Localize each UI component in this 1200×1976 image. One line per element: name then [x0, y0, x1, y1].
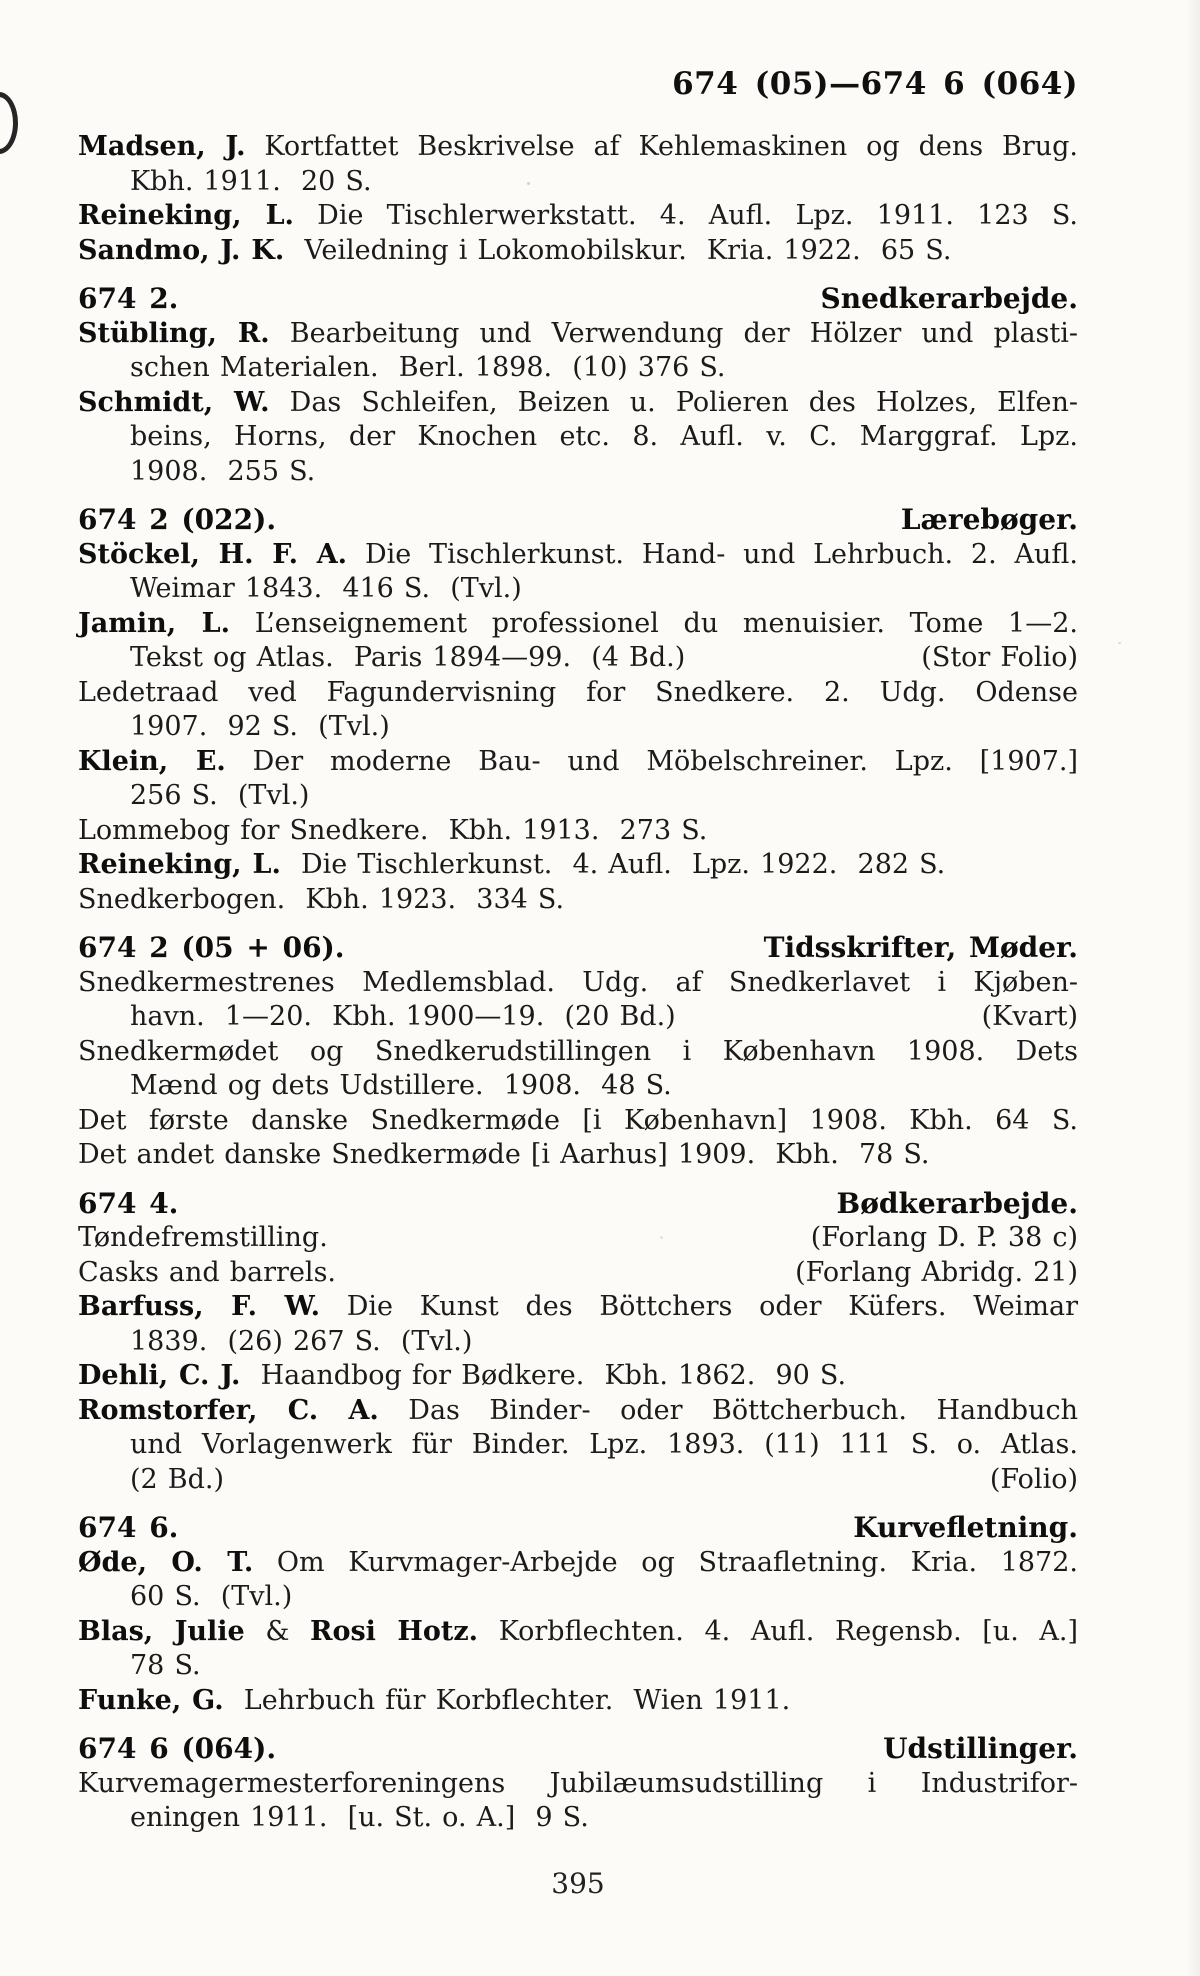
- text-run: L’enseignement professionel du menuisier. Tome 1—2.: [230, 607, 1078, 639]
- author-name: Madsen, J.: [78, 131, 246, 162]
- section-674-2-022-: [78, 503, 1078, 917]
- author-name: Rosi Hotz.: [310, 1615, 479, 1647]
- entry-line-text: [130, 1000, 676, 1035]
- entry-line: [78, 1000, 1078, 1035]
- entry-line: [78, 1325, 1078, 1360]
- text-run: und Vorlagenwerk für Binder. Lpz. 1893. (11) 111 S. o. Atlas.: [130, 1429, 1078, 1460]
- entry-line: [78, 386, 1078, 421]
- entry: [78, 1359, 1078, 1394]
- entry: [78, 234, 1078, 269]
- entry: [78, 814, 1078, 849]
- page-edge-shadow: [1186, 0, 1200, 1976]
- text-run: 1907. 92 S. (Tvl.): [130, 711, 390, 742]
- entry-line: [78, 710, 1078, 745]
- entry-line: [78, 420, 1078, 455]
- text-run: Snedkermødet og Snedkerudstillingen i København 1908. Dets: [78, 1035, 1078, 1067]
- text-run: Der moderne Bau- und Möbelschreiner. Lpz. [1907.]: [225, 745, 1078, 777]
- author-name: Øde, O. T.: [78, 1546, 254, 1578]
- entry: [78, 848, 1078, 883]
- entry: [78, 130, 1078, 199]
- entry-line: [78, 966, 1078, 1001]
- author-name: Sandmo, J. K.: [78, 234, 285, 266]
- right-note: (Folio): [989, 1463, 1078, 1495]
- text-run: Snedkermestrenes Medlemsblad. Udg. af Snedkerlavet i Kjøben-: [78, 966, 1078, 998]
- author-name: Schmidt, W.: [78, 386, 270, 418]
- entry: [78, 745, 1078, 814]
- entry-line: [78, 455, 1078, 490]
- entry: [78, 317, 1078, 386]
- entry-line: [78, 1290, 1078, 1325]
- entry: [78, 1221, 1078, 1256]
- right-note: (Forlang D. P. 38 c): [810, 1222, 1078, 1253]
- text-column: [78, 64, 1078, 1902]
- section-code: 674 6 (064).: [78, 1732, 277, 1765]
- text-run: Det andet danske Snedkermøde [i Aarhus] 1909. Kbh. 78 S.: [78, 1139, 930, 1170]
- scan-artifact: [0, 92, 18, 154]
- entry-line: [78, 538, 1078, 573]
- entry-line: [78, 165, 1078, 200]
- text-run: Haandbog for Bødkere. Kbh. 1862. 90 S.: [240, 1360, 847, 1391]
- entry-line: [78, 745, 1078, 780]
- text-run: Veiledning i Lokomobilskur. Kria. 1922. 65 S.: [284, 234, 952, 266]
- entry-line: [78, 1428, 1078, 1463]
- entry-line-text: [130, 641, 685, 676]
- entry: [78, 966, 1078, 1035]
- entry: [78, 607, 1078, 676]
- entry: [78, 1138, 1078, 1173]
- section-category: Lærebøger.: [900, 503, 1078, 536]
- entry: [78, 883, 1078, 918]
- entry-line: [78, 1767, 1078, 1802]
- entry-line: [78, 641, 1078, 676]
- entry-line: [78, 1684, 1078, 1719]
- entry-line: [78, 1546, 1078, 1581]
- author-name: Dehli, C. J.: [78, 1360, 241, 1391]
- text-run: Das Binder- oder Böttcherbuch. Handbuch: [378, 1394, 1078, 1426]
- page-number: 395: [551, 1866, 605, 1900]
- entry-line: [78, 317, 1078, 352]
- entry-line: [78, 1069, 1078, 1104]
- entry-line: [78, 779, 1078, 814]
- entry-line: [78, 814, 1078, 849]
- entry: [78, 676, 1078, 745]
- entry: [78, 1546, 1078, 1615]
- text-run: eningen 1911. [u. St. o. A.] 9 S.: [130, 1802, 589, 1833]
- entry-line-text: [130, 1463, 224, 1498]
- entry-line: [78, 1256, 1078, 1291]
- text-run: Korbflechten. 4. Aufl. Regensb. [u. A.]: [478, 1615, 1079, 1647]
- author-name: Romstorfer, C. A.: [78, 1394, 379, 1426]
- text-run: Om Kurvmager-Arbejde og Straafletning. Kria. 1872.: [253, 1546, 1078, 1578]
- section-heading: [78, 1187, 1078, 1222]
- text-run: 60 S. (Tvl.): [130, 1581, 293, 1612]
- entry-line: [78, 1801, 1078, 1836]
- entry: [78, 1104, 1078, 1139]
- section-674-6-064-: [78, 1732, 1078, 1836]
- text-run: Die Kunst des Böttchers oder Küfers. Weimar: [320, 1291, 1079, 1322]
- author-name: Funke, G.: [78, 1684, 224, 1716]
- text-run: Die Tischlerwerkstatt. 4. Aufl. Lpz. 1911. 123 S.: [293, 200, 1079, 231]
- text-run: Weimar 1843. 416 S. (Tvl.): [130, 573, 522, 604]
- entry: [78, 1035, 1078, 1104]
- entry-line: [78, 1138, 1078, 1173]
- entry-line: [78, 1394, 1078, 1429]
- text-run: Tekst og Atlas. Paris 1894—99. (4 Bd.): [130, 642, 686, 673]
- section-heading: [78, 503, 1078, 538]
- author-name: Reineking, L.: [78, 849, 281, 880]
- text-run: Das Schleifen, Beizen u. Polieren des Holzes, Elfen-: [269, 386, 1079, 418]
- author-name: Klein, E.: [78, 745, 226, 777]
- section-674-2-: [78, 282, 1078, 489]
- entry-line: [78, 130, 1078, 165]
- author-name: Stöckel, H. F. A.: [78, 538, 348, 570]
- text-run: Snedkerbogen. Kbh. 1923. 334 S.: [78, 883, 565, 915]
- section-code: 674 2 (05 + 06).: [78, 931, 345, 964]
- section-heading: [78, 931, 1078, 966]
- section-674-2-05-06-: [78, 931, 1078, 1173]
- entry: [78, 1290, 1078, 1359]
- text-run: Ledetraad ved Fagundervisning for Snedkere. 2. Udg. Odense: [78, 676, 1078, 708]
- entry: [78, 1684, 1078, 1719]
- section-674-6-: [78, 1511, 1078, 1718]
- text-run: 256 S. (Tvl.): [130, 780, 310, 811]
- section-heading: [78, 282, 1078, 317]
- author-name: Reineking, L.: [78, 200, 294, 231]
- text-run: havn. 1—20. Kbh. 1900—19. (20 Bd.): [130, 1001, 676, 1032]
- entry-line: [78, 1035, 1078, 1070]
- entry-line: [78, 234, 1078, 269]
- text-run: Lommebog for Snedkere. Kbh. 1913. 273 S.: [78, 814, 708, 846]
- text-run: Die Tischlerkunst. 4. Aufl. Lpz. 1922. 282 S.: [280, 849, 946, 880]
- text-run: schen Materialen. Berl. 1898. (10) 376 S.: [130, 352, 726, 383]
- entry-line: [78, 1615, 1078, 1650]
- right-note: (Forlang Abridg. 21): [795, 1256, 1078, 1288]
- entry: [78, 1394, 1078, 1498]
- author-name: Stübling, R.: [78, 317, 270, 349]
- entry-line: [78, 676, 1078, 711]
- text-run: (2 Bd.): [130, 1463, 225, 1495]
- bibliography: [78, 130, 1078, 1836]
- section-code: 674 2 (022).: [78, 503, 277, 536]
- entry-line: [78, 848, 1078, 883]
- entry-line: [78, 1221, 1078, 1256]
- entry-line: [78, 883, 1078, 918]
- entry-line: [78, 1359, 1078, 1394]
- entry-line: [78, 1580, 1078, 1615]
- entry: [78, 199, 1078, 234]
- running-header-classification-range: 674 (05)—674 6 (064): [672, 66, 1078, 102]
- text-run: 1908. 255 S.: [130, 455, 316, 487]
- entry: [78, 386, 1078, 490]
- section-heading: [78, 1732, 1078, 1767]
- section-code: 674 6.: [78, 1511, 179, 1544]
- author-name: Barfuss, F. W.: [78, 1291, 321, 1322]
- text-run: Tøndefremstilling.: [78, 1222, 328, 1253]
- entry-line: [78, 1104, 1078, 1139]
- text-run: Det første danske Snedkermøde [i København] 1908. Kbh. 64 S.: [78, 1104, 1078, 1136]
- section-continued: [78, 130, 1078, 268]
- section-category: Snedkerarbejde.: [820, 282, 1078, 315]
- entry-line: [78, 1649, 1078, 1684]
- entry-line: [78, 199, 1078, 234]
- entry: [78, 1615, 1078, 1684]
- text-run: Kurvemagermesterforeningens Jubilæumsudstilling i Industrifor-: [78, 1767, 1078, 1799]
- entry: [78, 1256, 1078, 1291]
- section-category: Udstillinger.: [883, 1732, 1078, 1765]
- scan-speck: [1118, 642, 1121, 644]
- entry-line: [78, 572, 1078, 607]
- entry-line-text: [78, 1221, 328, 1256]
- text-run: Lehrbuch für Korbflechter. Wien 1911.: [223, 1684, 791, 1716]
- text-run: beins, Horns, der Knochen etc. 8. Aufl. v. C. Marggraf. Lpz.: [130, 421, 1078, 452]
- entry-line: [78, 351, 1078, 386]
- text-run: 78 S.: [130, 1650, 201, 1681]
- section-category: Kurvefletning.: [853, 1511, 1078, 1544]
- text-run: Die Tischlerkunst. Hand- und Lehrbuch. 2. Aufl.: [347, 538, 1078, 570]
- entry-line: [78, 1463, 1078, 1498]
- entry-line-text: [78, 1256, 336, 1291]
- author-name: Jamin, L.: [78, 607, 231, 639]
- section-code: 674 4.: [78, 1186, 179, 1220]
- section-category: Bødkerarbejde.: [836, 1186, 1078, 1220]
- text-run: Mænd og dets Udstillere. 1908. 48 S.: [130, 1070, 672, 1101]
- text-run: Kortfattet Beskrivelse af Kehlemaskinen og dens Brug.: [245, 131, 1078, 162]
- right-note: (Kvart): [981, 1001, 1078, 1032]
- section-category: Tidsskrifter, Møder.: [763, 931, 1078, 964]
- text-run: &: [244, 1615, 310, 1647]
- text-run: 1839. (26) 267 S. (Tvl.): [130, 1325, 473, 1357]
- section-heading: [78, 1511, 1078, 1546]
- author-name: Blas, Julie: [78, 1615, 245, 1647]
- right-note: (Stor Folio): [921, 642, 1078, 673]
- entry: [78, 1767, 1078, 1836]
- entry-line: [78, 607, 1078, 642]
- text-run: Bearbeitung und Verwendung der Hölzer und plasti-: [269, 317, 1078, 349]
- entry: [78, 538, 1078, 607]
- section-674-4-: [78, 1187, 1078, 1498]
- section-code: 674 2.: [78, 282, 179, 315]
- text-run: Kbh. 1911. 20 S.: [130, 165, 372, 197]
- text-run: Casks and barrels.: [78, 1256, 337, 1288]
